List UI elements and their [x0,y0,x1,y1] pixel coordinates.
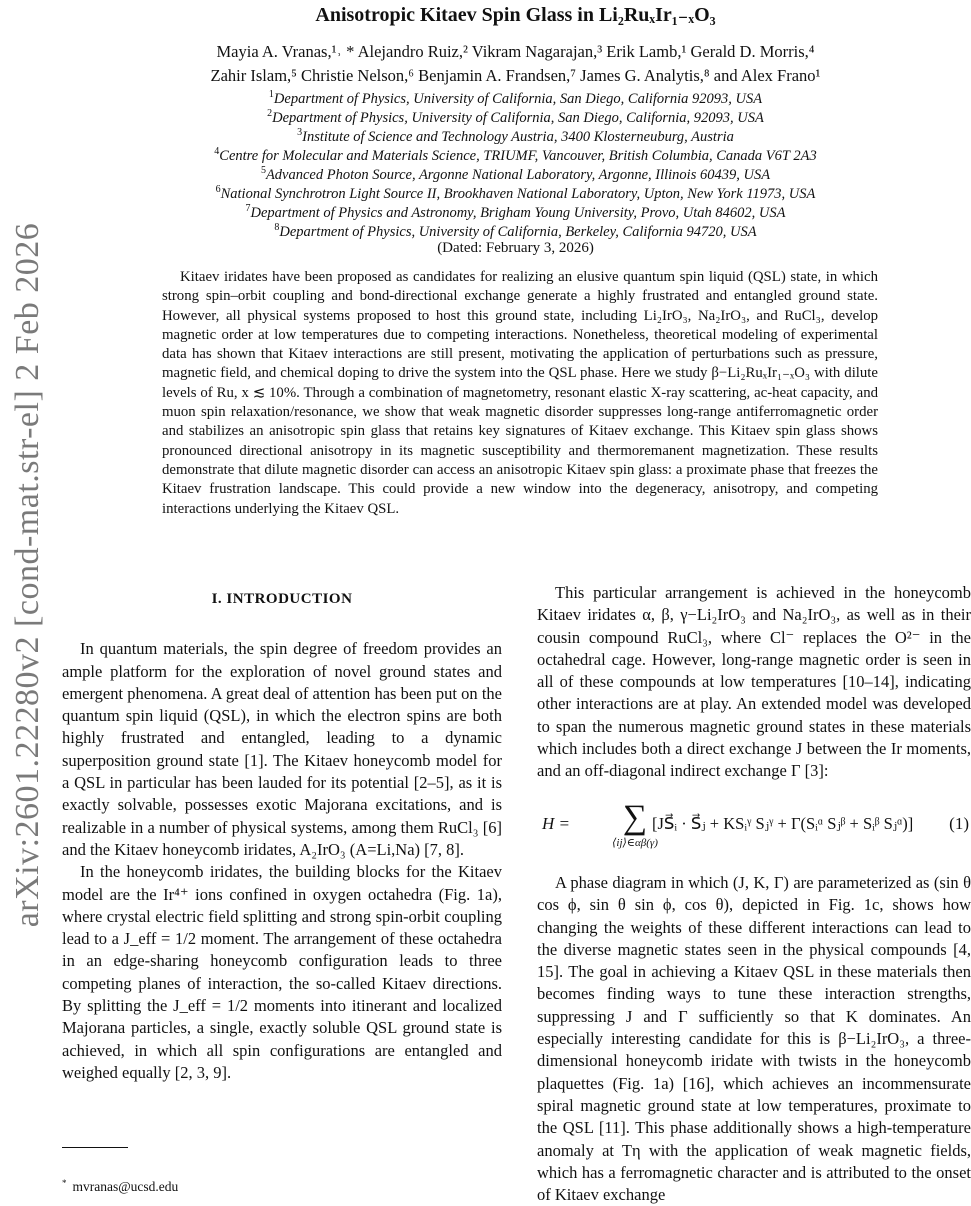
affiliation-item: $^6$National Synchrotron Light Source II, Brookhaven National Laboratory, Upton, New York 11973, USA [215,184,816,202]
footnote-mark: * [62,1177,67,1188]
affiliation-item: $^3$Institute of Science and Technology Austria, 3400 Klosterneuburg, Austria [297,127,734,145]
equation-number: (1) [949,814,969,833]
author-line: Zahir Islam,⁵ Christie Nelson,⁶ Benjamin A. Frandsen,⁷ James G. Analytis,⁸ and Alex Frano¹ [210,66,821,85]
abstract: Kitaev iridates have been proposed as candidates for realizing an elusive quantum spin liquid (QSL) state, in which strong spin–orbit coupling and bond-directional exchange generate a highly frustrated and entangled ground state. However, all physical systems proposed to host this ground state, including Li₂IrO₃, Na₂IrO₃, and RuCl₃, develop magnetic order at low temperatures due to competing interactions. Nonetheless, theoretical modeling of experimental data has shown that Kitaev interactions are still present, motivating the application of perturbations such as pressure, magnetic field, and chemical doping to drive the system into the QSL phase. Here we study β−Li₂RuₓIr₁₋ₓO₃ with dilute levels of Ru, x ≲ 10%. Through a combination of magnetometry, resonant elastic X-ray scattering, ac-heat capacity, and muon spin relaxation/resonance, we show that weak magnetic disorder suppresses long-range antiferromagnetic order and stabilizes an anisotropic spin glass that retains key signatures of Kitaev exchange. This Kitaev spin glass shows pronounced directional anisotropy in its magnetic susceptibility and thermoremanent magnetization. These results demonstrate that dilute magnetic disorder can access an anisotropic Kitaev spin glass: a proximate phase that freezes the Kitaev frustration landscape. This could provide a new window into the degeneracy, anisotropy, and competing interactions underlying the Kitaev QSL. [162,269,878,517]
author-line: Mayia A. Vranas,¹˒ * Alejandro Ruiz,² Vikram Nagarajan,³ Erik Lamb,¹ Gerald D. Morris,⁴ [216,42,815,61]
right-column-continued [537,872,971,1206]
section-heading: I. INTRODUCTION [211,591,353,607]
sum-subscript: ⟨ij⟩∈αβ(γ) [612,837,658,849]
body-paragraph: In the honeycomb iridates, the building blocks for the Kitaev model are the Ir⁴⁺ ions confined in oxygen octahedra (Fig. 1a), where crystal electric field splitting and strong spin-orbit coupling lead to a J_eff = 1/2 moment. The arrangement of these octahedra in an edge-sharing honeycomb configuration leads to three competing planes of interaction, the so-called Kitaev directions. By splitting the J_eff = 1/2 moments into itinerant and localized Majorana particles, a single, exactly soluble QSL ground state is achieved, in which all spin configurations are entangled and weighed equally [2, 3, 9]. [62,862,502,1082]
right-column [537,582,971,783]
equation-rhs: [JS⃗ᵢ · S⃗ⱼ + KSᵢᵞ Sⱼᵞ + Γ(Sᵢᵅ Sⱼᵝ + Sᵢᵝ Sⱼᵅ)] [652,814,914,833]
footnote-email: mvranas@ucsd.edu [72,1179,179,1194]
affiliation-item: $^5$Advanced Photon Source, Argonne National Laboratory, Argonne, Illinois 60439, USA [260,165,771,183]
arxiv-sidebar-stamp [8,222,48,928]
affiliation-item: $^8$Department of Physics, University of California, Berkeley, California 94720, USA [274,222,757,240]
sum-symbol: ∑ [622,799,648,836]
affiliation-item: $^1$Department of Physics, University of California, San Diego, California 92093, USA [268,89,763,107]
date-line: (Dated: February 3, 2026) [437,240,594,256]
equation-1 [540,800,971,858]
equation-lhs: H = [542,814,570,833]
paper-title: Anisotropic Kitaev Spin Glass in Li₂RuₓIr₁₋ₓO₃ [315,4,716,26]
body-paragraph: In quantum materials, the spin degree of freedom provides an ample platform for the exploration of novel ground states and emergent phenomena. A great deal of attention has been put on the quantum spin liquid (QSL), in which the electron spins are both highly frustrated and entangled, leading to a dynamic superposition ground state [1]. The Kitaev honeycomb model for a QSL in particular has been lauded for its potential [2–5], as it is exactly solvable, possesses exotic Majorana excitations, and is realizable in a number of physical systems, among them RuCl₃ [6] and the Kitaev honeycomb iridates, A₂IrO₃ (A=Li,Na) [7, 8]. [62,639,502,859]
author-list [60,40,971,88]
affiliation-item: $^2$Department of Physics, University of California, San Diego, California, 92093, USA [267,108,764,126]
affiliation-item: $^4$Centre for Molecular and Materials Science, TRIUMF, Vancouver, British Columbia, Canada V6T 2A3 [214,146,817,164]
footnote [62,1179,178,1195]
left-column [62,588,502,1084]
arxiv-identifier: arXiv:2601.22280v2 [cond-mat.str-el] 2 Feb 2026 [9,222,46,928]
body-paragraph: A phase diagram in which (J, K, Γ) are parameterized as (sin θ cos ϕ, sin θ sin ϕ, cos θ), depicted in Fig. 1c, shows how changing the weights of these different interactions can lead to the diverse magnetic states seen in the physical compounds [4, 15]. The goal in achieving a Kitaev QSL in these materials then becomes finding ways to tune these interaction strengths, suppressing J and Γ sufficiently so that K dominates. An especially interesting candidate for this is β−Li₂IrO₃, a three-dimensional honeycomb iridate with twists in the honeycomb plaquettes (Fig. 1a) [16], which achieves an incommensurate spiral magnetic ground state at low temperatures, proximate to the QSL [11]. This phase additionally shows a high-temperature anomaly at Tη with the application of weak magnetic fields, which has a ferromagnetic character and is attributed to the onset of Kitaev exchange [537,873,971,1205]
footnote-rule [62,1147,128,1148]
affiliation-list [60,90,971,242]
affiliation-item: $^7$Department of Physics and Astronomy, Brigham Young University, Provo, Utah 84602, USA [245,203,786,221]
body-paragraph: This particular arrangement is achieved in the honeycomb Kitaev iridates α, β, γ−Li₂IrO₃ and Na₂IrO₃, as well as in their cousin compound RuCl₃, where Cl⁻ replaces the O²⁻ in the octahedral cage. However, long-range magnetic order is seen in all of these compounds at low temperatures [10–14], indicating other interactions are at play. An extended model was developed to span the numerous magnetic ground states in these materials which includes both a direct exchange J between the Ir moments, and an off-diagonal indirect exchange Γ [3]: [537,583,971,781]
